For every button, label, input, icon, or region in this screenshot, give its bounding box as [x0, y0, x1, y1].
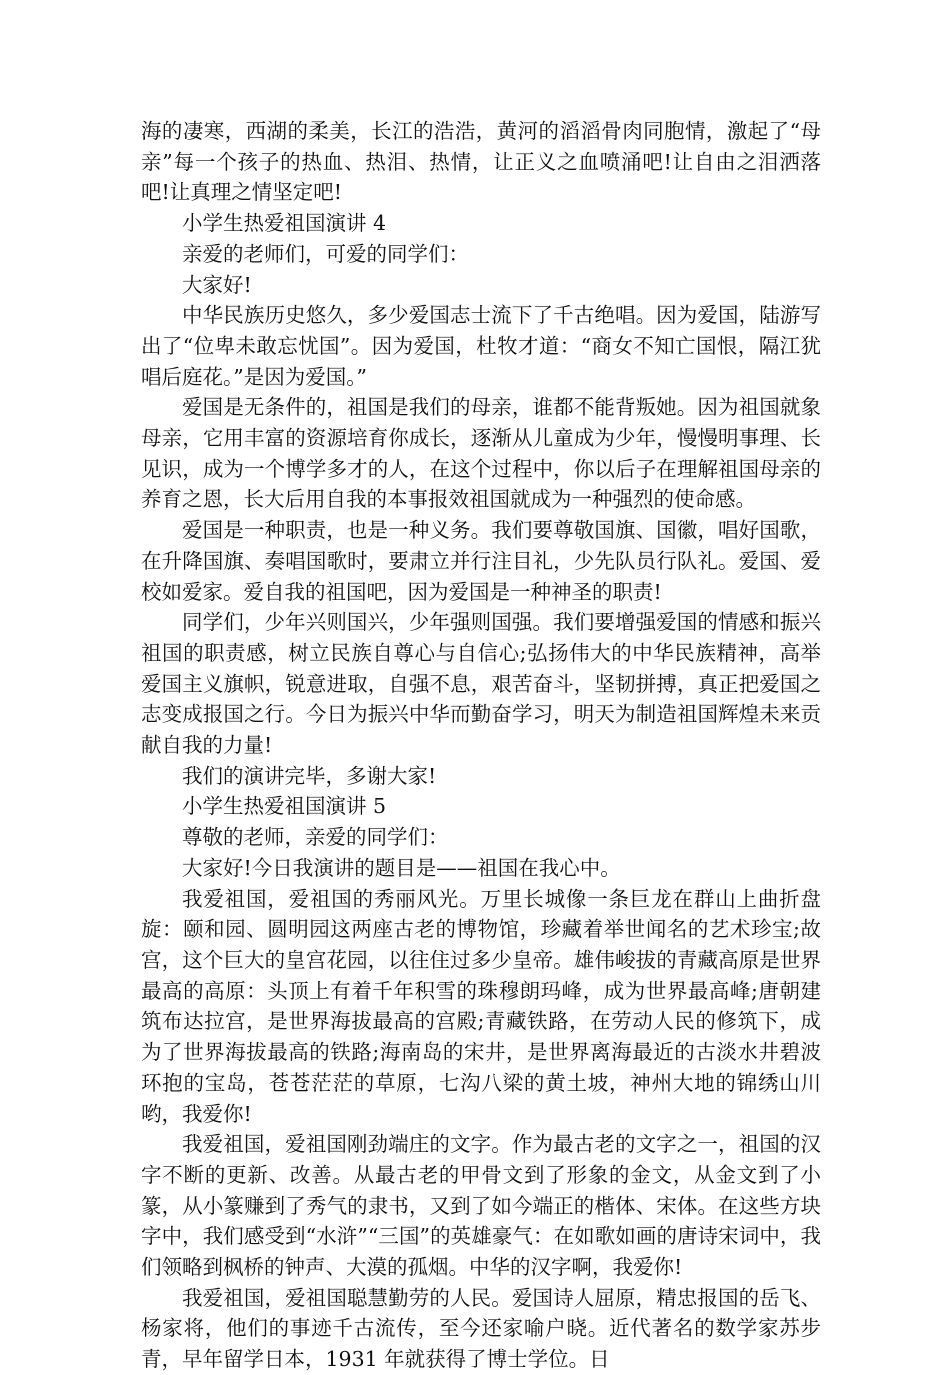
paragraph: 我爱祖国，爱祖国聪慧勤劳的人民。爱国诗人屈原，精忠报国的岳飞、杨家将，他们的事迹千古流传，至今还家喻户晓。近代著名的数学家苏步青，早年留学日本，1931 年就获得了博士学位。日 [141, 1285, 821, 1372]
paragraph: 中华民族历史悠久，多少爱国志士流下了千古绝唱。因为爱国，陆游写出了“位卑未敢忘忧国”。因为爱国，杜牧才道：“商女不知亡国恨，隔江犹唱后庭花。”是因为爱国。” [141, 303, 821, 389]
paragraph: 我爱祖国，爱祖国刚劲端庄的文字。作为最古老的文字之一，祖国的汉字不断的更新、改善。从最古老的甲骨文到了形象的金文，从金文到了小篆，从小篆赚到了秀气的隶书，又到了如今端正的楷体、宋体。在这些方块字中，我们感受到“水浒”“三国”的英雄豪气：在如歌如画的唐诗宋词中，我们领略到枫桥的钟声、大漠的孤烟。中华的汉字啊，我爱你! [141, 1132, 821, 1280]
salutation: 尊敬的老师，亲爱的同学们： [182, 825, 449, 850]
section-heading-speech-5: 小学生热爱祖国演讲 5 [182, 794, 387, 819]
paragraph: 爱国是无条件的，祖国是我们的母亲，谁都不能背叛她。因为祖国就象母亲，它用丰富的资源培育你成长，逐渐从儿童成为少年，慢慢明事理、长见识，成为一个博学多才的人，在这个过程中，你以后子在理解祖国母亲的养育之恩，长大后用自我的本事报效祖国就成为一种强烈的使命感。 [141, 395, 821, 512]
section-heading-speech-4: 小学生热爱祖国演讲 4 [182, 211, 387, 236]
closing-line: 我们的演讲完毕，多谢大家! [182, 763, 437, 788]
greeting: 大家好! [182, 272, 252, 297]
paragraph: 我爱祖国，爱祖国的秀丽风光。万里长城像一条巨龙在群山上曲折盘旋：颐和园、圆明园这两座古老的博物馆，珍藏着举世闻名的艺术珍宝;故宫，这个巨大的皇宫花园，以往住过多少皇帝。雄伟峻拔的青藏高原是世界最高的高原：头顶上有着千年积雪的珠穆朗玛峰，成为世界最高峰;唐朝建筑布达拉宫，是世界海拔最高的宫殿;青藏铁路，在劳动人民的修筑下，成为了世界海拔最高的铁路;海南岛的宋井，是世界离海最近的古淡水井碧波环抱的宝岛，苍苍茫茫的草原，七沟八梁的黄土坡，神州大地的锦绣山川哟，我爱你! [141, 886, 821, 1126]
document-body [141, 116, 821, 1375]
salutation: 亲爱的老师们，可爱的同学们： [182, 241, 469, 266]
greeting: 大家好!今日我演讲的题目是——祖国在我心中。 [182, 855, 621, 880]
paragraph: 同学们，少年兴则国兴，少年强则国强。我们要增强爱国的情感和振兴祖国的职责感，树立民族自尊心与自信心;弘扬伟大的中华民族精神，高举爱国主义旗帜，锐意进取，自强不息，艰苦奋斗，坚韧拼搏，真正把爱国之志变成报国之行。今日为振兴中华而勤奋学习，明天为制造祖国辉煌未来贡献自我的力量! [141, 610, 821, 758]
paragraph: 爱国是一种职责，也是一种义务。我们要尊敬国旗、国徽，唱好国歌，在升降国旗、奏唱国歌时，要肃立并行注目礼，少先队员行队礼。爱国、爱校如爱家。爱自我的祖国吧，因为爱国是一种神圣的职责! [141, 518, 821, 604]
paragraph-continued: 海的凄寒，西湖的柔美，长江的浩浩，黄河的滔滔骨肉同胞情，激起了“母亲”每一个孩子的热血、热泪、热情，让正义之血喷涌吧!让自由之泪洒落吧!让真理之情坚定吧! [141, 119, 821, 205]
